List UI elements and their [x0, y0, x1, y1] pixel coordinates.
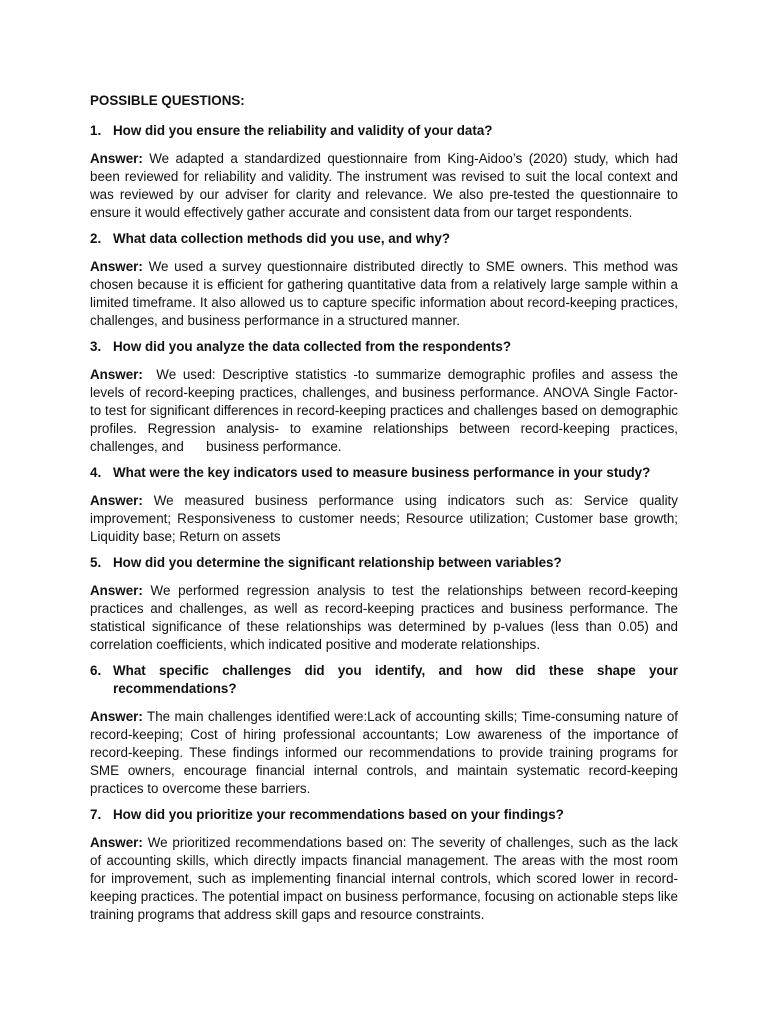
- question-text: What specific challenges did you identify, and how did these shape your recommendations?: [113, 663, 678, 696]
- answer: [90, 258, 678, 330]
- answer-text: We used a survey questionnaire distributed directly to SME owners. This method was chosen because it is efficient for gathering quantitative data from a relatively large sample within a limited timeframe. It also allowed us to capture specific information about record-keeping practices, challenges, and business performance in a structured manner.: [90, 259, 678, 328]
- question: [90, 338, 678, 356]
- question-number: 3.: [90, 339, 102, 354]
- question: [90, 464, 678, 482]
- answer: [90, 582, 678, 654]
- qa-item: [90, 122, 678, 222]
- answer: [90, 150, 678, 222]
- answer-text: We adapted a standardized questionnaire from King-Aidoo’s (2020) study, which had been reviewed for reliability and validity. The instrument was revised to suit the local context and was reviewed by our adviser for clarity and relevance. We also pre-tested the questionnaire to ensure it would effectively gather accurate and consistent data from our target respondents.: [90, 151, 678, 220]
- answer-label: Answer:: [90, 709, 143, 724]
- question-text: How did you determine the significant relationship between variables?: [113, 555, 562, 570]
- document-body: [90, 92, 682, 932]
- question-number: 1.: [90, 123, 102, 138]
- answer-text: We used: Descriptive statistics -to summarize demographic profiles and assess the levels of record-keeping practices, challenges, and business performance. ANOVA Single Factor- to test for significant differences in record-keeping practices and challenges based on demographic profiles. Regression analysis- to examine relationships between record-keeping practices, challenges, and business performance.: [90, 367, 682, 454]
- question-text: How did you analyze the data collected from the respondents?: [113, 339, 512, 354]
- answer: [90, 366, 682, 456]
- answer-text: The main challenges identified were:Lack of accounting skills; Time-consuming nature of record-keeping; Cost of hiring professional accountants; Low awareness of the importance of record-keeping. These findings informed our recommendations to provide training programs for SME owners, encourage financial internal controls, and maintain systematic record-keeping practices to overcome these barriers.: [90, 709, 678, 796]
- qa-item: [90, 806, 678, 924]
- question: [90, 230, 678, 248]
- question-text: What data collection methods did you use, and why?: [113, 231, 451, 246]
- qa-item: [90, 230, 678, 330]
- question-number: 2.: [90, 231, 102, 246]
- question-text: How did you ensure the reliability and validity of your data?: [113, 123, 493, 138]
- answer-label: Answer:: [90, 151, 143, 166]
- page-heading: POSSIBLE QUESTIONS:: [90, 93, 245, 108]
- qa-item: [90, 338, 682, 456]
- question: [90, 554, 678, 572]
- question: [90, 122, 678, 140]
- question-number: 6.: [90, 663, 102, 678]
- qa-item: [90, 662, 678, 798]
- answer-label: Answer:: [90, 493, 143, 508]
- question: [90, 662, 678, 698]
- answer-label: Answer:: [90, 367, 143, 382]
- qa-item: [90, 464, 678, 546]
- answer-text: We measured business performance using indicators such as: Service quality improvement; Responsiveness to customer needs; Resource utilization; Customer base growth; Liquidity base; Return on assets: [90, 493, 678, 544]
- question-number: 4.: [90, 465, 102, 480]
- answer-text: We prioritized recommendations based on: The severity of challenges, such as the lack of accounting skills, which directly impacts financial management. The areas with the most room for improvement, such as implementing financial internal controls, which scored lower in record-keeping practices. The potential impact on business performance, focusing on actionable steps like training programs that address skill gaps and resource constraints.: [90, 835, 678, 922]
- answer-label: Answer:: [90, 583, 143, 598]
- qa-item: [90, 554, 678, 654]
- question-text: What were the key indicators used to measure business performance in your study?: [113, 465, 651, 480]
- answer: [90, 834, 678, 924]
- question-number: 7.: [90, 807, 102, 822]
- answer-label: Answer:: [90, 259, 143, 274]
- question-text: How did you prioritize your recommendations based on your findings?: [113, 807, 564, 822]
- answer: [90, 492, 678, 546]
- answer-label: Answer:: [90, 835, 143, 850]
- answer: [90, 708, 678, 798]
- question: [90, 806, 678, 824]
- answer-text: We performed regression analysis to test the relationships between record-keeping practices and challenges, as well as record-keeping practices and business performance. The statistical significance of these relationships was determined by p-values (less than 0.05) and correlation coefficients, which indicated positive and moderate relationships.: [90, 583, 678, 652]
- question-number: 5.: [90, 555, 102, 570]
